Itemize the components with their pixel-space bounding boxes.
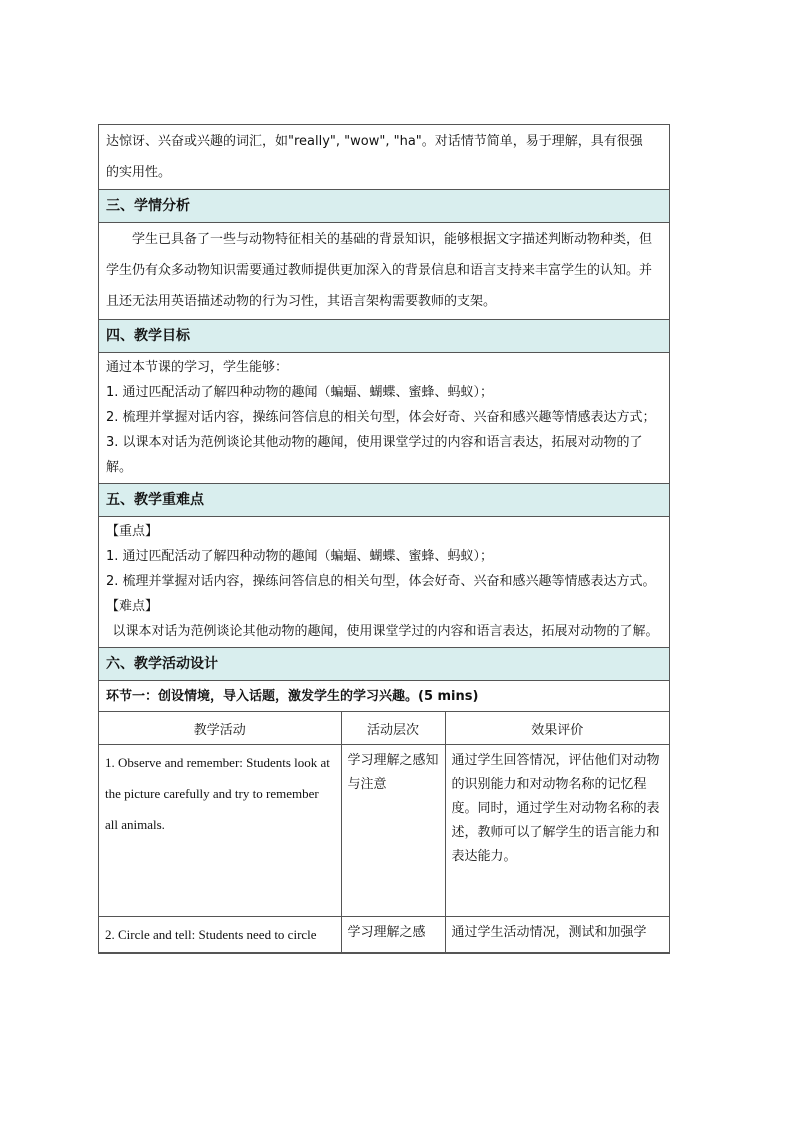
intro-line-1: 达惊讶、兴奋或兴趣的词汇，如"really", "wow", "ha"。对话情节简单，易于理解，具有很强	[106, 134, 643, 149]
student-analysis	[99, 222, 669, 319]
intro-line-2: 的实用性。	[106, 165, 172, 180]
student-analysis-paragraph: 学生已具备了一些与动物特征相关的基础的背景知识，能够根据文字描述判断动物种类，但学生仍有众多动物知识需要通过教师提供更加深入的背景信息和语言支持来丰富学生的认知。并且还无法用英语描述动物的行为习性，其语言架构需要教师的支架。	[106, 232, 653, 309]
key-points	[99, 516, 669, 647]
column-header: 活动层次	[341, 712, 445, 745]
objectives-intro: 通过本节课的学习，学生能够：	[106, 360, 289, 375]
section-heading-student-analysis: 三、学情分析	[99, 189, 669, 222]
activity-table-header	[99, 712, 669, 745]
objective-item: 1. 通过匹配活动了解四种动物的趣闻（蝙蝠、蝴蝶、蜜蜂、蚂蚁）；	[106, 385, 494, 400]
evaluation-cell: 通过学生回答情况，评估他们对动物的识别能力和对动物名称的记忆程度。同时，通过学生对动物名称的表述，教师可以了解学生的语言能力和表达能力。	[445, 745, 669, 917]
objective-item: 2. 梳理并掌握对话内容，操练问答信息的相关句型，体会好奇、兴奋和感兴趣等情感表达方式；	[106, 410, 656, 425]
activity-table-wrapper	[99, 711, 669, 953]
activity-cell: 2. Circle and tell: Students need to circle	[99, 917, 341, 953]
column-header: 教学活动	[99, 712, 341, 745]
section-heading-key-points: 五、教学重难点	[99, 483, 669, 516]
activity-cell: 1. Observe and remember: Students look at the picture carefully and try to remember all animals.	[99, 745, 341, 917]
level-cell: 学习理解之感	[341, 917, 445, 953]
key-label: 【重点】	[106, 524, 159, 539]
difficult-text: 以课本对话为范例谈论其他动物的趣闻，使用课堂学过的内容和语言表达，拓展对动物的了解。	[112, 624, 659, 639]
level-cell: 学习理解之感知与注意	[341, 745, 445, 917]
lesson-plan-table	[98, 124, 670, 954]
objective-item: 3. 以课本对话为范例谈论其他动物的趣闻，使用课堂学过的内容和语言表达，拓展对动物的了解。	[106, 435, 643, 475]
intro-continuation	[99, 125, 669, 189]
objectives	[99, 352, 669, 483]
activity-table	[99, 712, 669, 953]
key-item: 2. 梳理并掌握对话内容，操练问答信息的相关句型，体会好奇、兴奋和感兴趣等情感表达方式。	[106, 574, 656, 589]
table-row	[99, 917, 669, 953]
difficult-label: 【难点】	[106, 599, 159, 614]
table-row	[99, 745, 669, 917]
evaluation-cell: 通过学生活动情况，测试和加强学	[445, 917, 669, 953]
column-header: 效果评价	[445, 712, 669, 745]
section-heading-objectives: 四、教学目标	[99, 319, 669, 352]
section-heading-activity-design: 六、教学活动设计	[99, 647, 669, 680]
key-item: 1. 通过匹配活动了解四种动物的趣闻（蝙蝠、蝴蝶、蜜蜂、蚂蚁）；	[106, 549, 494, 564]
stage-one-title: 环节一：创设情境，导入话题，激发学生的学习兴趣。(5 mins)	[99, 680, 669, 711]
